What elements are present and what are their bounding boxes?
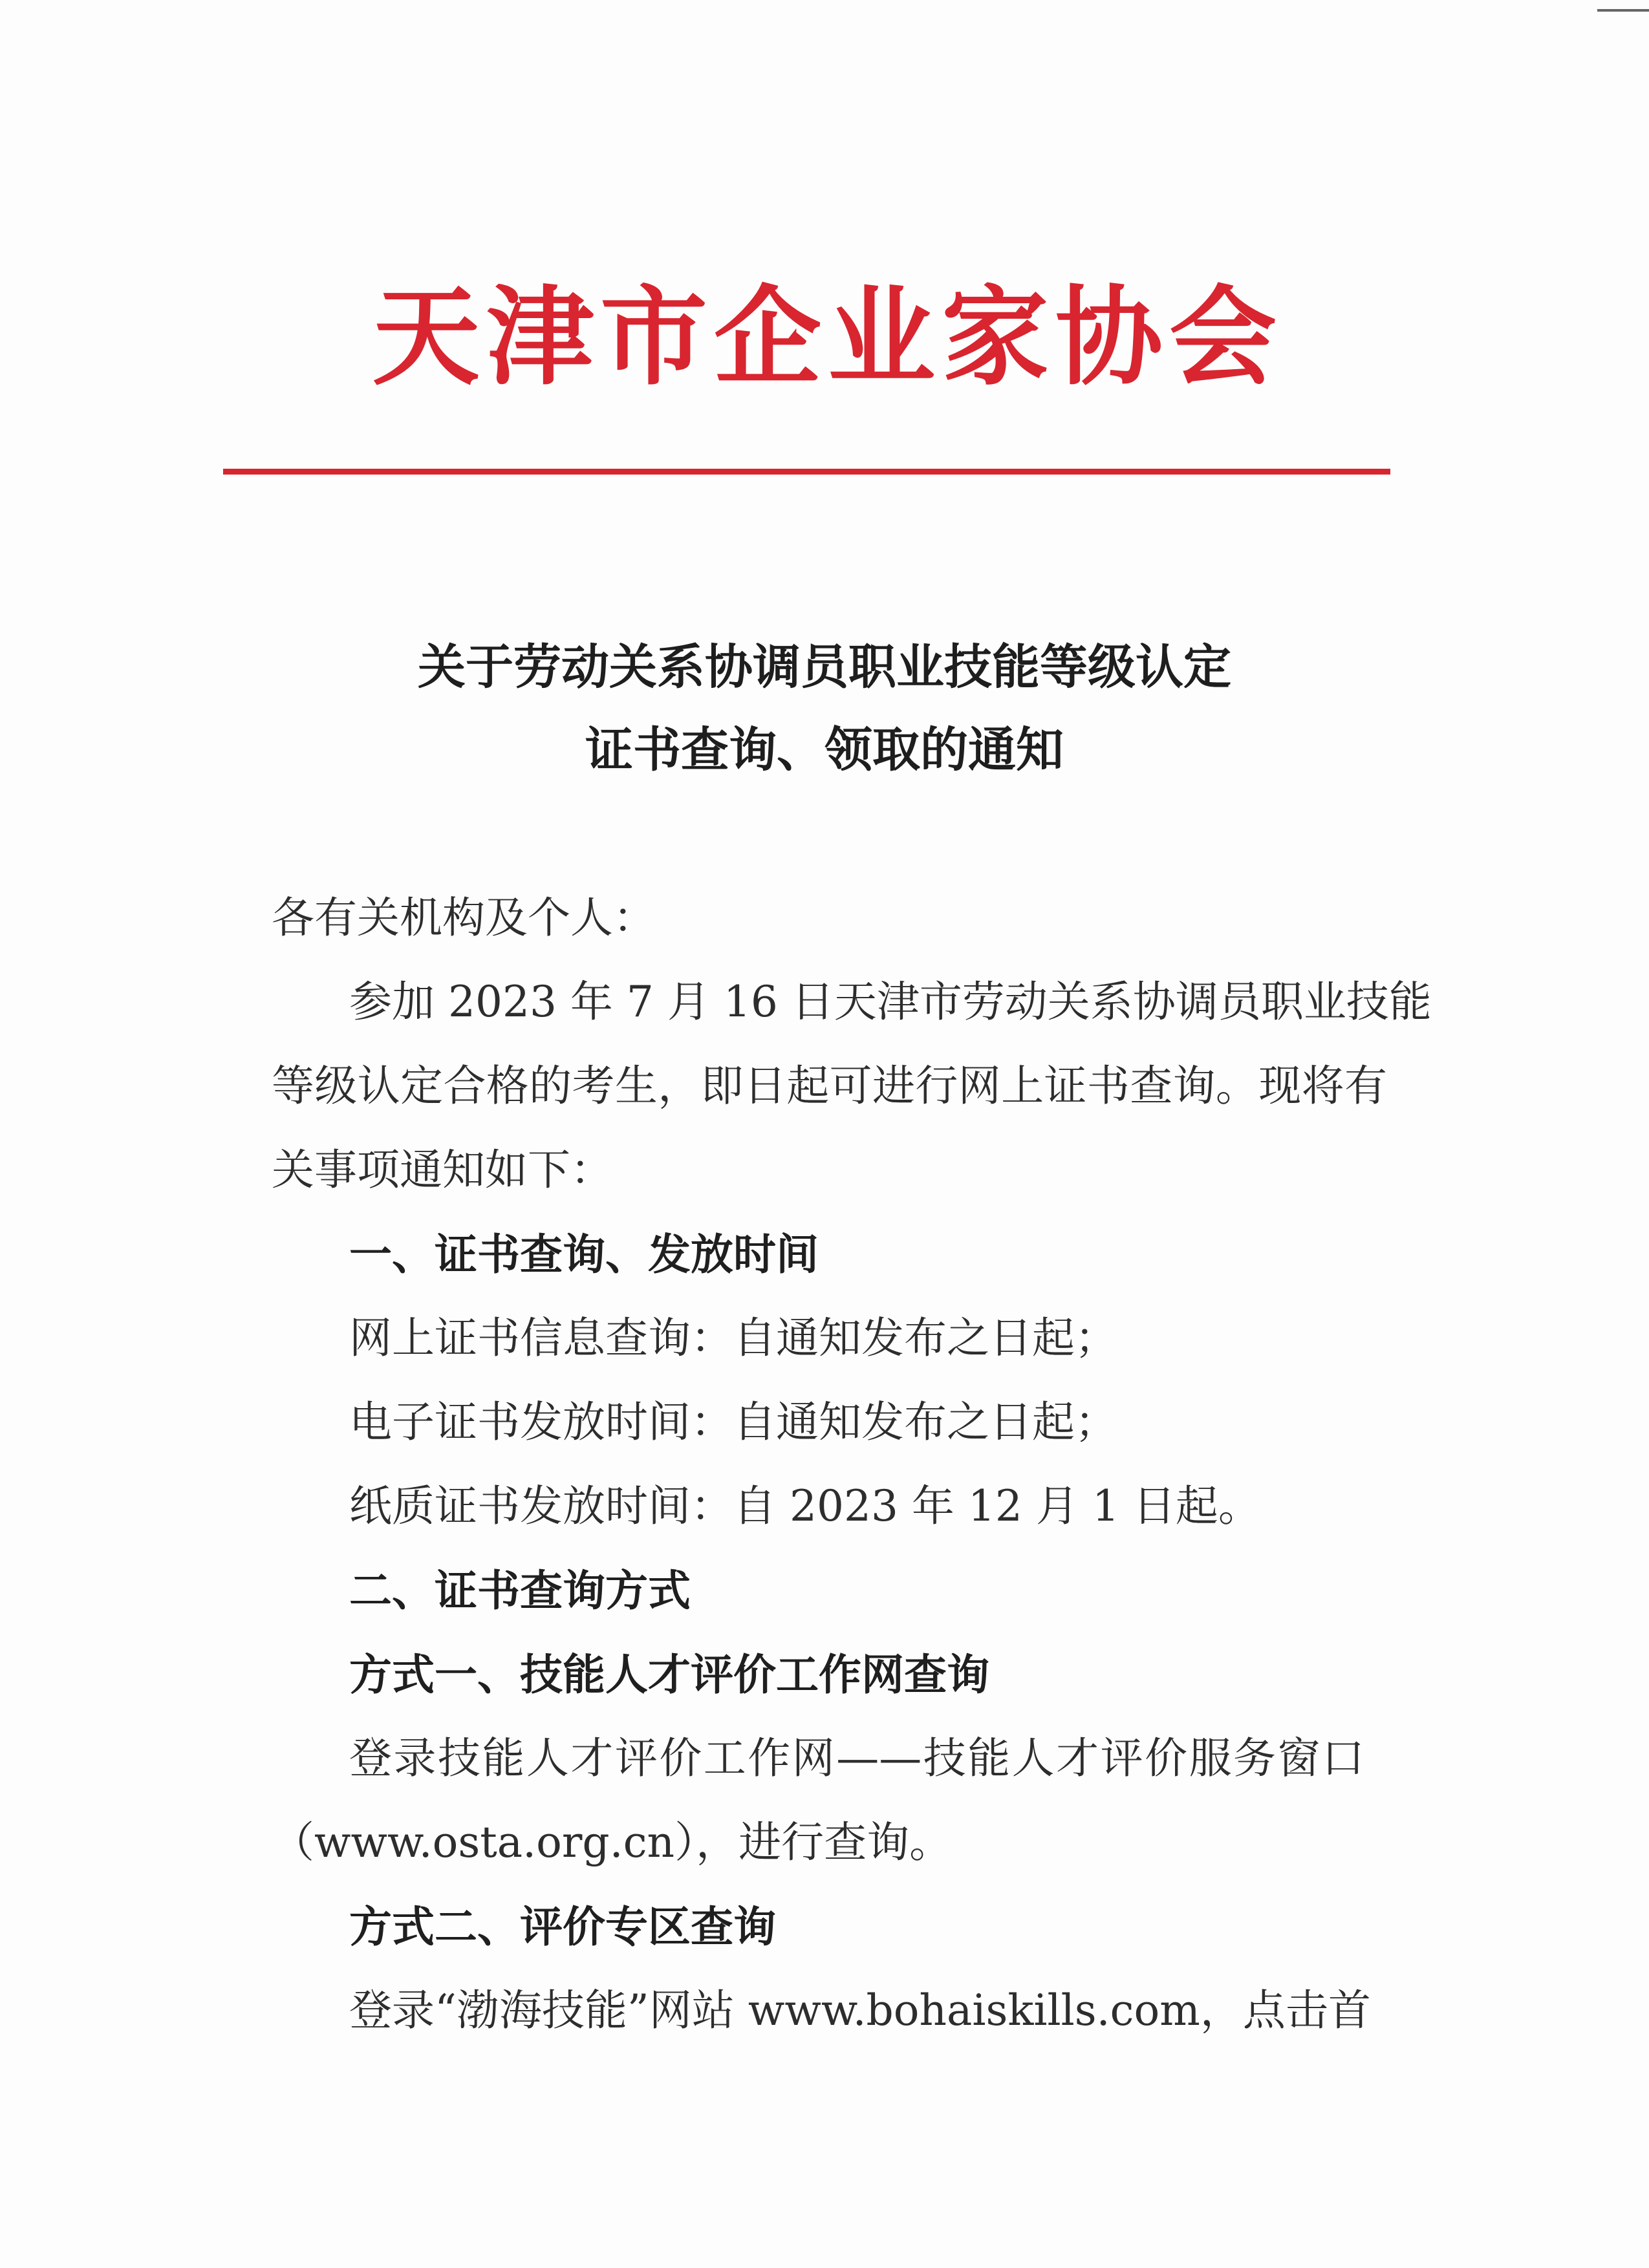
method-2-heading: 方式二、评价专区查询 bbox=[349, 1901, 776, 1952]
item-paper-certificate-time: 纸质证书发放时间：自 2023 年 12 月 1 日起。 bbox=[349, 1481, 1261, 1531]
section-2-heading: 二、证书查询方式 bbox=[349, 1565, 691, 1616]
scan-edge-mark bbox=[1597, 9, 1649, 12]
intro-paragraph-line-3: 关事项通知如下： bbox=[272, 1145, 613, 1195]
organization-letterhead: 天津市企业家协会 bbox=[372, 275, 1283, 400]
method-1-line-1: 登录技能人才评价工作网——技能人才评价服务窗口 bbox=[349, 1733, 1364, 1783]
salutation: 各有关机构及个人： bbox=[272, 893, 656, 943]
method-1-line-2: （www.osta.org.cn），进行查询。 bbox=[272, 1817, 953, 1867]
document-title-line-2: 证书查询、领取的通知 bbox=[585, 722, 1064, 778]
method-1-heading: 方式一、技能人才评价工作网查询 bbox=[349, 1649, 989, 1700]
method-2-line-1: 登录“渤海技能”网站 www.bohaiskills.com，点击首 bbox=[349, 1985, 1371, 2035]
letterhead-red-rule bbox=[223, 469, 1390, 475]
item-online-query-time: 网上证书信息查询：自通知发布之日起； bbox=[349, 1313, 1117, 1363]
document-title-line-1: 关于劳动关系协调员职业技能等级认定 bbox=[418, 639, 1231, 695]
intro-paragraph-line-2: 等级认定合格的考生，即日起可进行网上证书查询。现将有 bbox=[272, 1061, 1387, 1111]
item-e-certificate-time: 电子证书发放时间：自通知发布之日起； bbox=[349, 1397, 1117, 1447]
intro-paragraph-line-1: 参加 2023 年 7 月 16 日天津市劳动关系协调员职业技能 bbox=[349, 977, 1432, 1027]
section-1-heading: 一、证书查询、发放时间 bbox=[349, 1229, 819, 1279]
